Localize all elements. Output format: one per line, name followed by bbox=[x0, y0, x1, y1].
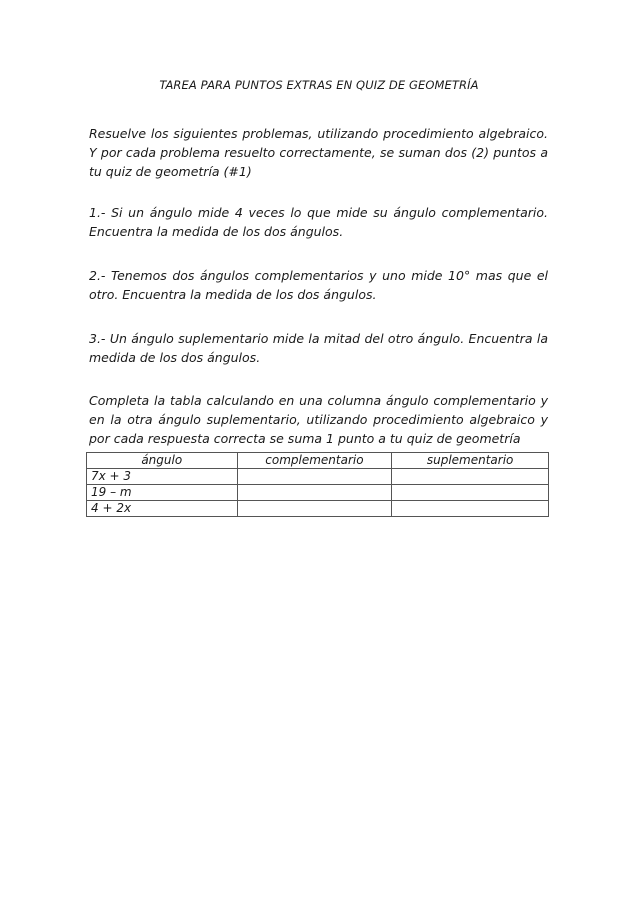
header-suplementario: suplementario bbox=[392, 453, 549, 469]
table-row bbox=[87, 469, 549, 485]
supplementary-answer-cell bbox=[392, 501, 549, 517]
question-1: 1.- Si un ángulo mide 4 veces lo que mide su ángulo complementario. Encuentra la medida de los dos ángulos. bbox=[89, 205, 548, 239]
header-angulo: ángulo bbox=[87, 453, 238, 469]
complementary-answer-cell bbox=[237, 485, 392, 501]
supplementary-answer-cell bbox=[392, 485, 549, 501]
table-header-row bbox=[87, 453, 549, 469]
question-3: 3.- Un ángulo suplementario mide la mitad del otro ángulo. Encuentra la medida de los dos ángulos. bbox=[89, 331, 548, 365]
table-row bbox=[87, 485, 549, 501]
table-instructions-paragraph: Completa la tabla calculando en una columna ángulo complementario y en la otra ángulo suplementario, utilizando procedimiento algebraico y por cada respuesta correcta se suma 1 punto a tu quiz de geometría bbox=[89, 393, 548, 446]
header-complementario: complementario bbox=[237, 453, 392, 469]
angle-expression-cell: 4 + 2x bbox=[87, 501, 238, 517]
question-2: 2.- Tenemos dos ángulos complementarios y uno mide 10° mas que el otro. Encuentra la medida de los dos ángulos. bbox=[89, 268, 548, 302]
supplementary-answer-cell bbox=[392, 469, 549, 485]
angle-expression-cell: 19 – m bbox=[87, 485, 238, 501]
angles-table bbox=[86, 452, 549, 517]
instructions-paragraph: Resuelve los siguientes problemas, utilizando procedimiento algebraico. Y por cada problema resuelto correctamente, se suman dos (2) puntos a tu quiz de geometría (#1) bbox=[89, 126, 548, 179]
angle-expression-cell: 7x + 3 bbox=[87, 469, 238, 485]
table-row bbox=[87, 501, 549, 517]
complementary-answer-cell bbox=[237, 501, 392, 517]
document-title: TAREA PARA PUNTOS EXTRAS EN QUIZ DE GEOMETRÍA bbox=[159, 78, 479, 92]
complementary-answer-cell bbox=[237, 469, 392, 485]
